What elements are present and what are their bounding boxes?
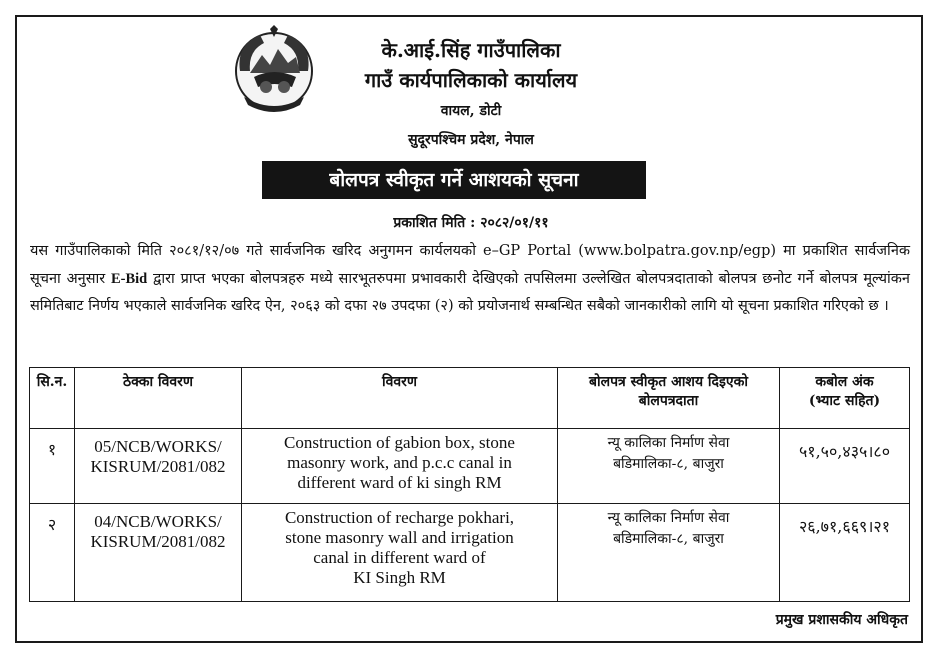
office-location: वायल, डोटी (440, 103, 502, 119)
row-bidder (558, 429, 780, 504)
contract-ref-line: KISRUM/2081/082 (90, 532, 226, 552)
description-line: different ward of ki singh RM (297, 473, 502, 492)
notice-title: बोलपत्र स्वीकृत गर्ने आशयको सूचना (262, 161, 646, 199)
table-row (30, 429, 910, 504)
col-header-details: विवरण (242, 368, 558, 429)
bidder-name: न्यू कालिका निर्माण सेवा (607, 510, 730, 527)
amount-header-line-1: कबोल अंक (815, 374, 874, 390)
notice-body-part-2: द्वारा प्राप्त भएका बोलपत्रहरु मध्ये सारभूतरुपमा प्रभावकारी देखिएको तपसिलमा उल्लेखित बोलपत्रदाताको बोलपत्र छनोट गर्ने बोलपत्र मूल्यांकन समितिबाट निर्णय भएकाले सार्वजनिक खरिद ऐन, २०६३ को दफा २७ उपदफा (२) को प्रयोजनार्थ सम्बन्धित सबैको जानकारीको लागि यो सूचना प्रकाशित गरिएको छ । (30, 270, 910, 314)
ebid-text: E-Bid (110, 270, 148, 287)
signature-title: प्रमुख प्रशासकीय अधिकृत (775, 612, 908, 628)
row-sn: २ (30, 504, 75, 602)
table-row (30, 504, 910, 602)
notice-body-part-1: यस गाउँपालिकाको मिति २०८१/१२/०७ गते सार्वजनिक खरिद अनुगमन कार्यलयको e–GP Portal (www.bolpatra.gov.np/egp) मा प्रकाशित सार्वजनिक सूचना अनुसार (30, 243, 910, 287)
municipality-name: के.आई.सिंह गाउँपालिका (381, 38, 561, 62)
description-line: masonry work, and p.c.c canal in (287, 453, 512, 472)
col-header-sn: सि.न. (30, 368, 75, 429)
published-date: प्रकाशित मिति : २०८२/०१/११ (393, 215, 549, 231)
col-header-contract: ठेक्का विवरण (75, 368, 242, 429)
tender-table (29, 367, 910, 602)
row-bidder (558, 504, 780, 602)
description-line: stone masonry wall and irrigation (285, 528, 514, 548)
bidder-header-line-1: बोलपत्र स्वीकृत आशय दिइएको (588, 374, 748, 390)
row-description (242, 429, 558, 504)
bidder-address: बडिमालिका-८, बाजुरा (613, 456, 724, 472)
col-header-amount (780, 368, 910, 429)
office-name: गाउँ कार्यपालिकाको कार्यालय (364, 68, 578, 92)
bidder-name: न्यू कालिका निर्माण सेवा (607, 435, 730, 451)
description-line: KI Singh RM (353, 568, 446, 588)
row-contract-ref (75, 504, 242, 602)
contract-ref-line: 04/NCB/WORKS/ (94, 512, 222, 532)
contract-ref-line: KISRUM/2081/082 (90, 457, 226, 476)
description-line: canal in different ward of (313, 548, 486, 568)
row-description (242, 504, 558, 602)
description-line: Construction of recharge pokhari, (284, 508, 515, 528)
contract-ref-line: 05/NCB/WORKS/ (94, 437, 222, 456)
row-amount: ५१,५०,४३५।८० (780, 429, 910, 504)
bidder-header-line-2: बोलपत्रदाता (638, 393, 699, 409)
amount-header-line-2: (भ्याट सहित) (808, 393, 881, 409)
row-amount: २६,७१,६६९।२१ (780, 504, 910, 602)
province-name: सुदूरपश्चिम प्रदेश, नेपाल (408, 132, 534, 148)
row-contract-ref (75, 429, 242, 504)
col-header-bidder (558, 368, 780, 429)
description-line: Construction of gabion box, stone (284, 433, 515, 452)
row-sn: १ (30, 429, 75, 504)
table-header-row (30, 368, 910, 429)
notice-body (30, 238, 910, 321)
bidder-address: बडिमालिका-८, बाजुरा (613, 531, 724, 548)
